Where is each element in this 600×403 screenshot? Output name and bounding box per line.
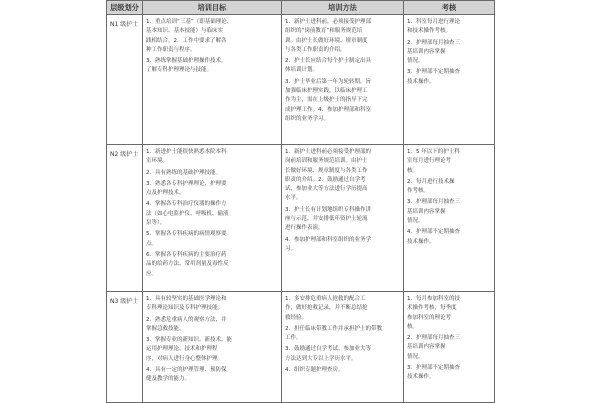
text-line: 成护理工作。4．参加护理部和科室 [285,106,372,113]
text-line: 2．具有熟练的基础护理技能。 [146,169,222,176]
assessment-cell [404,145,495,292]
paragraph [146,200,278,228]
text-line: 6．掌握各专科疾病的主要治疗药 [146,251,227,258]
text-line: 1．新进护士能很快熟悉本院本科 [146,149,227,155]
text-line: 3．鼓励通过自学考试、参加业大等 [285,346,372,353]
text-line: 方法达到大专以上学历水平。 [285,355,357,362]
header-level: 层级划分 [107,1,143,15]
text-line: 法（如心电监护仪、呼吸机、输液 [146,210,229,217]
paragraph [285,366,400,375]
text-line: 3．熟悉各专科护理理论、护理要 [146,180,227,187]
text-line: 进行操作表演。 [285,225,324,232]
text-line: 组织的业务学习。 [285,115,330,122]
text-line: 3．熟练掌握基础护理操作技术， [146,58,227,65]
text-line: 1．多安排危重病人抢救的配合工 [285,296,366,302]
paragraph [146,295,278,314]
text-line: 2．护理部每月抽查三 [407,39,460,46]
table-header-row [107,1,495,15]
paragraph [407,148,491,176]
text-line: 泵等）。 [146,220,166,227]
text-line: 职责的介绍。2．鼓励通过自学考 [285,176,366,183]
text-line: 组织的“岗前教育”和服务规范培 [285,28,363,35]
text-line: 1．新护士进科前，必须接受护理部 [285,19,372,25]
text-line: 4．掌握各专科治疗仪器的操作方 [146,201,227,208]
text-line: 1．每月参加科室的技 [407,296,460,302]
header-assessment: 考核 [404,1,495,15]
text-line: 作考核。 [407,188,430,195]
text-line: 健及教学的能力。 [146,376,191,383]
text-line: 技术操作。 [407,374,435,381]
text-line: 应。 [146,270,158,277]
training-table [106,0,495,403]
text-line: 技术操作。 [407,78,435,85]
text-line: 3．掌握专业的新知识、新技术，能 [146,337,233,344]
text-line: 试、参加业大等方法进行学历提高 [285,186,368,193]
paragraph [285,236,400,255]
text-line: 作为主，需在上级护士的指导下完 [285,97,368,104]
text-line: 1．重点培训“三基”（即基础理论、 [146,19,233,25]
paragraph [146,366,278,385]
text-line: 训。由护士长做好环境、规章制度 [285,37,368,44]
text-line: 体培训计划。 [285,67,319,74]
paragraph [407,228,491,247]
methods-cell [282,15,404,145]
assessment-cell [404,15,495,145]
header-goals: 培训目标 [143,1,282,15]
text-line: 3．护理部不定期抽查 [407,69,460,76]
paragraph [146,336,278,364]
text-line: 情况。 [407,353,424,360]
text-line: 5．掌握各专科疾病的病情观察要 [146,231,227,238]
text-line: 4．具有一定的护理管理、预防保 [146,367,227,374]
text-line: 基培训内容掌握 [407,48,446,55]
text-line: 与各类工作职责的介绍。 [285,46,346,53]
text-line: 习。 [285,245,297,252]
paragraph [407,68,491,87]
text-line: 运用护理理论、技术和护理程 [146,346,218,353]
text-line: 种工作职责与程序。 [146,46,196,53]
paragraph [285,325,400,344]
text-line: 2．担任临床带教工作并承担护士的带教 [285,325,383,332]
paragraph [146,251,278,279]
paragraph [146,230,278,249]
text-line: 加强临床护理实践，以临床护理工 [285,88,368,95]
table-row [107,292,495,403]
text-line: 基培训内容掌握 [407,344,446,351]
paragraph [407,295,491,332]
text-line: 工作。 [285,335,302,342]
paragraph [285,345,400,364]
text-line: 序，对病人进行身心整体护理。 [146,355,224,362]
text-line: 作，做好抢救记录，并不断总结抢 [285,305,368,312]
paragraph [407,198,491,226]
text-line: 2．护理部每月抽查三 [407,335,460,342]
paragraph [407,178,491,197]
text-line: 室环境。 [146,158,169,165]
text-line: 1．5 年以下的护士科 [407,149,460,155]
paragraph [285,148,400,204]
text-line: 点。 [146,240,158,247]
header-methods: 培训方法 [282,1,404,15]
text-line: 3．护士毕业后第一年为轮转期，旨 [285,78,372,85]
paragraph [285,78,400,124]
text-line: 技术操作。 [407,238,435,245]
text-line: 岗前培训和服务规范培训。由护士 [285,158,368,165]
text-line: 长做好环境、规章制度与各类工作 [285,167,368,174]
text-line: 1．科室每月进行理论 [407,19,460,25]
text-line: 情况。 [407,58,424,65]
text-line: 基本知识、基本技能）与临床实 [146,28,224,35]
paragraph [285,295,400,323]
text-line: 3．护理部每月抽查三 [407,199,460,206]
text-line: 核。 [407,167,419,174]
paragraph [285,57,400,76]
level-cell: N1 级护士 [107,15,143,145]
paragraph [146,169,278,178]
paragraph [146,18,278,55]
paragraph [146,148,278,167]
table-row [107,145,495,292]
text-line: 4．护理部不定期抽查 [407,229,460,236]
text-line: 掌握急救技能。 [146,325,185,332]
goals-cell [143,15,282,145]
text-line: 1．新护士进科前必须接受护理部的 [285,149,372,155]
paragraph [407,18,491,37]
text-line: 术操作考核，每季度 [407,305,457,312]
paragraph [407,364,491,383]
text-line: 参加科室的理论考 [407,314,452,321]
text-line: 1．具有较坚实的基础医学理论和 [146,296,227,302]
text-line: 品的给药方法、常用剂量及毒性反 [146,261,229,268]
level-cell: N2 级护士 [107,145,143,292]
text-line: 救经验。 [285,314,308,321]
methods-cell [282,145,404,292]
text-line: 了解专科护理理论与技能。 [146,67,213,74]
paragraph [146,57,278,76]
text-line: 情况。 [407,218,424,225]
text-line: 核。 [407,323,419,330]
assessment-cell [404,292,495,403]
text-line: 和技术操作考核。 [407,28,452,35]
goals-cell [143,145,282,292]
text-line: 3．护士长有计划地组织专科操作讲 [285,206,372,213]
paragraph [407,39,491,67]
text-line: 2．护士长应结合每个护士制定出具 [285,58,372,65]
level-cell: N3 级护士 [107,292,143,403]
text-line: 点及护理技术。 [146,190,185,197]
text-line: 2．每月进行技术操 [407,178,455,185]
text-line: 水平。 [285,195,302,202]
text-line: 4．组织专题护理查房。 [285,367,344,374]
paragraph [407,334,491,362]
paragraph [285,18,400,55]
methods-cell [282,292,404,403]
text-line: 基培训内容掌握 [407,208,446,215]
paragraph [146,180,278,199]
text-line: 践相结合。2．工作中要求了解各 [146,37,227,44]
paragraph [285,206,400,234]
text-line: 3．护理部不定期抽查 [407,365,460,372]
text-line: 座与示范，并安排低年资护士轮流 [285,216,368,223]
text-line: 专科理论知识及专科护理技能。 [146,305,224,312]
table-row [107,15,495,145]
paragraph [146,316,278,335]
goals-cell [143,292,282,403]
text-line: 室每月进行理论考 [407,158,452,165]
text-line: 4．参加护理部和科室组织的业务学 [285,236,372,243]
text-line: 2．熟悉危重病人的观察方法，并 [146,316,227,323]
